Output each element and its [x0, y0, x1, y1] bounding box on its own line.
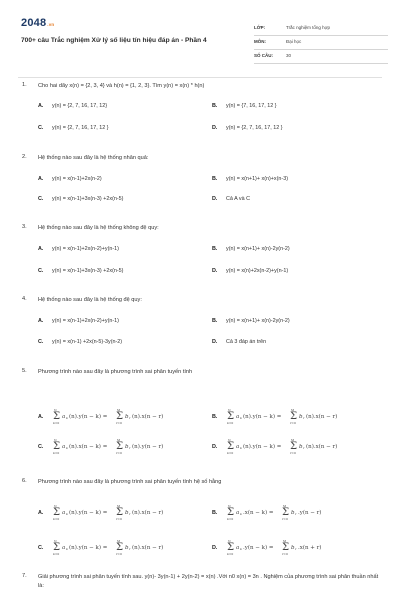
svg-text:b: b: [299, 414, 303, 420]
svg-text:.x(n − k) =: .x(n − k) =: [243, 510, 274, 516]
svg-text:M: M: [283, 539, 287, 543]
svg-text:b: b: [125, 444, 129, 450]
svg-text:r: r: [295, 512, 297, 516]
question-3: [18, 224, 386, 284]
svg-text:k=0: k=0: [227, 517, 234, 521]
option-a[interactable]: [38, 318, 119, 324]
svg-text:k=0: k=0: [53, 517, 60, 521]
option-c[interactable]: [38, 268, 123, 274]
svg-text:r: r: [295, 547, 297, 551]
question-number: 7.: [22, 573, 27, 579]
svg-text:M: M: [283, 504, 287, 508]
svg-text:N: N: [54, 408, 57, 412]
document-meta: [254, 22, 388, 64]
option-b[interactable]: [212, 246, 290, 252]
svg-text:Σ: Σ: [282, 542, 290, 553]
svg-text:r=0: r=0: [282, 552, 288, 556]
option-text: y(n) = x(n-1)+2x(n-2): [52, 176, 102, 182]
question-6: [18, 478, 386, 573]
option-text: Cả 3 đáp án trên: [226, 339, 267, 345]
meta-subject-label: MÔN:: [254, 39, 266, 44]
svg-text:M: M: [117, 438, 121, 442]
option-c[interactable]: [38, 438, 164, 455]
option-letter: B.: [212, 246, 218, 252]
question-text: Phương trình nào sau đây là phương trình sai phân tuyến tính: [38, 369, 193, 375]
option-d[interactable]: [212, 125, 283, 131]
question-7: [18, 573, 386, 599]
svg-text:a: a: [62, 444, 66, 450]
option-letter: B.: [212, 414, 218, 420]
svg-text:r=0: r=0: [290, 451, 296, 455]
svg-text:a: a: [236, 510, 240, 516]
svg-text:(n).y(n − k) =: (n).y(n − k) =: [243, 414, 282, 420]
question-number: 5.: [22, 368, 27, 374]
svg-text:Σ: Σ: [227, 411, 235, 422]
svg-text:N: N: [54, 438, 57, 442]
svg-text:Σ: Σ: [53, 542, 61, 553]
option-letter: A.: [38, 510, 44, 516]
svg-text:k: k: [66, 446, 68, 450]
svg-text:b: b: [125, 545, 129, 551]
svg-text:M: M: [291, 438, 295, 442]
option-text: y(n) = x(n-1) +2x(n-5)-3y(n-2): [52, 339, 123, 345]
formula-image: [52, 437, 212, 455]
option-text: y(n) = x(n+1)+ x(n)+x(n-3): [226, 176, 289, 182]
meta-count-row: [254, 50, 388, 64]
question-2: [18, 154, 386, 214]
svg-text:Σ: Σ: [116, 542, 124, 553]
meta-class-label: LỚP:: [254, 25, 266, 30]
option-b[interactable]: [212, 176, 288, 182]
svg-text:a: a: [62, 545, 66, 551]
svg-text:b: b: [299, 444, 303, 450]
option-letter: D.: [212, 444, 218, 450]
question-text: Hệ thống nào sau đây là hệ thống đệ quy:: [38, 297, 142, 303]
formula-image: [226, 437, 391, 455]
svg-text:k: k: [66, 547, 68, 551]
question-number: 2.: [22, 154, 27, 160]
site-logo[interactable]: [21, 17, 54, 29]
svg-text:.y(n − k) =: .y(n − k) =: [243, 545, 274, 551]
svg-text:a: a: [62, 510, 66, 516]
option-letter: C.: [38, 444, 44, 450]
option-letter: D.: [212, 339, 218, 345]
question-text: Hệ thống nào sau đây là hệ thống không đệ quy:: [38, 225, 159, 231]
svg-text:N: N: [228, 408, 231, 412]
option-text: y(n) = x(n)+2x(n-2)+y(n-1): [226, 268, 289, 274]
svg-text:r=0: r=0: [116, 421, 122, 425]
formula-image: [226, 538, 391, 556]
svg-text:Σ: Σ: [53, 411, 61, 422]
question-number: 4.: [22, 296, 27, 302]
svg-text:b: b: [125, 510, 129, 516]
option-a[interactable]: [38, 103, 107, 109]
svg-text:(n).y(n − k) =: (n).y(n − k) =: [69, 545, 108, 551]
option-text: y(n) = {2, 7, 16, 17, 12}: [52, 103, 107, 109]
option-letter: C.: [38, 196, 44, 202]
option-text: y(n) = {7, 16, 17, 12 }: [226, 103, 277, 109]
option-b[interactable]: [212, 504, 322, 521]
option-letter: C.: [38, 339, 44, 345]
option-text: Cả A và C: [226, 196, 250, 202]
question-4: [18, 296, 386, 356]
svg-text:r: r: [129, 416, 131, 420]
svg-text:r: r: [129, 512, 131, 516]
svg-text:(n).x(n − r): (n).x(n − r): [132, 545, 164, 551]
svg-text:N: N: [228, 539, 231, 543]
option-d[interactable]: [212, 539, 322, 556]
formula-image: [52, 538, 212, 556]
formula-image: [226, 503, 391, 521]
meta-subject-row: [254, 36, 388, 50]
option-a[interactable]: [38, 176, 102, 182]
svg-text:(n).y(n − k) =: (n).y(n − k) =: [69, 510, 108, 516]
option-a[interactable]: [38, 408, 164, 425]
option-text: y(n) = {2, 7, 16, 17, 12 }: [226, 125, 283, 131]
svg-text:M: M: [117, 539, 121, 543]
svg-text:N: N: [54, 539, 57, 543]
question-text: Cho hai dãy x(n) = {2, 3, 4} và h(n) = {1, 2, 3}. Tìm y(n) = x(n) * h(n): [38, 83, 205, 89]
option-b[interactable]: [212, 103, 277, 109]
svg-text:k=0: k=0: [227, 552, 234, 556]
svg-text:.y(n − r): .y(n − r): [298, 510, 322, 516]
question-number: 1.: [22, 82, 27, 88]
svg-text:r=0: r=0: [282, 517, 288, 521]
svg-text:(n).y(n − k) =: (n).y(n − k) =: [243, 444, 282, 450]
option-text: y(n) = x(n-1)+3x(n-3) +2x(n-5): [52, 196, 124, 202]
question-text: Hệ thống nào sau đây là hệ thống nhân quả:: [38, 155, 149, 161]
svg-text:k=0: k=0: [227, 451, 234, 455]
option-c[interactable]: [38, 339, 122, 345]
svg-text:Σ: Σ: [290, 441, 298, 452]
svg-text:N: N: [228, 438, 231, 442]
option-b[interactable]: [212, 318, 290, 324]
svg-text:r: r: [303, 416, 305, 420]
option-d[interactable]: [212, 438, 338, 455]
option-c[interactable]: [38, 196, 123, 202]
svg-text:r=0: r=0: [290, 421, 296, 425]
option-letter: A.: [38, 414, 44, 420]
option-text: y(n) = x(n+1)+ x(n)-2y(n-2): [226, 246, 290, 252]
svg-text:k: k: [240, 547, 242, 551]
option-c[interactable]: [38, 125, 109, 131]
svg-text:a: a: [236, 414, 240, 420]
option-a[interactable]: [38, 246, 119, 252]
svg-text:Σ: Σ: [116, 441, 124, 452]
question-1: [18, 82, 386, 142]
svg-text:r=0: r=0: [116, 451, 122, 455]
meta-subject-value: Đại học: [286, 39, 302, 44]
option-c[interactable]: [38, 539, 164, 556]
option-letter: C.: [38, 545, 44, 551]
svg-text:Σ: Σ: [53, 507, 61, 518]
svg-text:N: N: [54, 504, 57, 508]
svg-text:(n).x(n − r): (n).x(n − r): [306, 444, 338, 450]
option-b[interactable]: [212, 408, 338, 425]
option-letter: B.: [212, 103, 218, 109]
svg-text:a: a: [62, 414, 66, 420]
meta-class-value: Trắc nghiệm tổng hợp: [286, 25, 331, 30]
question-5: [18, 368, 386, 468]
svg-text:r: r: [129, 446, 131, 450]
question-number: 3.: [22, 224, 27, 230]
formula-image: [226, 407, 391, 425]
svg-text:b: b: [125, 414, 129, 420]
svg-text:(n).x(n − k) =: (n).x(n − k) =: [69, 444, 108, 450]
svg-text:r: r: [129, 547, 131, 551]
svg-text:k: k: [240, 512, 242, 516]
option-d[interactable]: [212, 268, 288, 274]
option-letter: D.: [212, 268, 218, 274]
svg-text:Σ: Σ: [53, 441, 61, 452]
svg-text:k=0: k=0: [227, 421, 234, 425]
svg-text:k=0: k=0: [53, 552, 60, 556]
svg-text:r=0: r=0: [116, 552, 122, 556]
svg-text:k: k: [240, 416, 242, 420]
svg-text:Σ: Σ: [116, 411, 124, 422]
svg-text:M: M: [117, 408, 121, 412]
option-a[interactable]: [38, 504, 164, 521]
meta-class-row: [254, 22, 388, 36]
svg-text:a: a: [236, 545, 240, 551]
svg-text:k=0: k=0: [53, 451, 60, 455]
svg-text:Σ: Σ: [290, 411, 298, 422]
option-text: y(n) = x(n-1)+2x(n-2)+y(n-1): [52, 246, 119, 252]
logo-text: 2048: [21, 17, 47, 29]
svg-text:r=0: r=0: [116, 517, 122, 521]
svg-text:(n).x(n − r): (n).x(n − r): [306, 414, 338, 420]
svg-text:b: b: [291, 510, 295, 516]
option-letter: C.: [38, 268, 44, 274]
meta-count-value: 30: [286, 53, 292, 58]
formula-image: [52, 407, 212, 425]
svg-text:.x(n + r): .x(n + r): [298, 545, 322, 551]
svg-text:k: k: [66, 416, 68, 420]
document-header: [18, 10, 388, 60]
option-letter: B.: [212, 176, 218, 182]
svg-text:k=0: k=0: [53, 421, 60, 425]
svg-text:(n).y(n − k) =: (n).y(n − k) =: [69, 414, 108, 420]
option-letter: A.: [38, 103, 44, 109]
option-letter: B.: [212, 318, 218, 324]
question-number: 6.: [22, 478, 27, 484]
svg-text:k: k: [240, 446, 242, 450]
option-text: y(n) = {2, 7, 16, 17, 12 }: [52, 125, 109, 131]
option-letter: A.: [38, 176, 44, 182]
option-letter: A.: [38, 246, 44, 252]
svg-text:Σ: Σ: [116, 507, 124, 518]
svg-text:(n).x(n − r): (n).x(n − r): [132, 510, 164, 516]
option-text: y(n) = x(n-1)+3x(n-3) +2x(n-5): [52, 268, 124, 274]
svg-text:Σ: Σ: [227, 507, 235, 518]
svg-text:(n).y(n − r): (n).y(n − r): [132, 444, 164, 450]
svg-text:M: M: [291, 408, 295, 412]
option-d[interactable]: [212, 196, 250, 202]
question-text: Giải phương trình sai phân tuyến tính sau. y(n)- 3y(n-1) + 2y(n-2) = x(n) .Với n0 x(n) = 3n . Nghiệm của phương trình sai phân thuần nhất là:: [38, 574, 379, 589]
option-letter: D.: [212, 545, 218, 551]
option-letter: D.: [212, 196, 218, 202]
svg-text:M: M: [117, 504, 121, 508]
option-letter: B.: [212, 510, 218, 516]
svg-text:N: N: [228, 504, 231, 508]
option-letter: A.: [38, 318, 44, 324]
meta-count-label: SỐ CÂU:: [254, 53, 273, 58]
svg-text:a: a: [236, 444, 240, 450]
svg-text:Σ: Σ: [282, 507, 290, 518]
option-d[interactable]: [212, 339, 266, 345]
svg-text:Σ: Σ: [227, 542, 235, 553]
question-text: Phương trình nào sau đây là phương trình sai phân tuyến tính hệ số hằng: [38, 479, 222, 485]
svg-text:k: k: [66, 512, 68, 516]
svg-text:r: r: [303, 446, 305, 450]
option-text: y(n) = x(n-1)+2x(n-2)+y(n-1): [52, 318, 119, 324]
option-letter: C.: [38, 125, 44, 131]
svg-text:(n).x(n − r): (n).x(n − r): [132, 414, 164, 420]
option-letter: D.: [212, 125, 218, 131]
header-divider: [18, 77, 382, 78]
logo-domain: .vn: [47, 22, 55, 27]
svg-text:b: b: [291, 545, 295, 551]
document-title: 700+ câu Trắc nghiệm Xử lý số liệu tín hiệu đáp án - Phần 4: [21, 37, 207, 44]
option-text: y(n) = x(n+1)+ x(n)-2y(n-2): [226, 318, 290, 324]
svg-text:Σ: Σ: [227, 441, 235, 452]
formula-image: [52, 503, 212, 521]
